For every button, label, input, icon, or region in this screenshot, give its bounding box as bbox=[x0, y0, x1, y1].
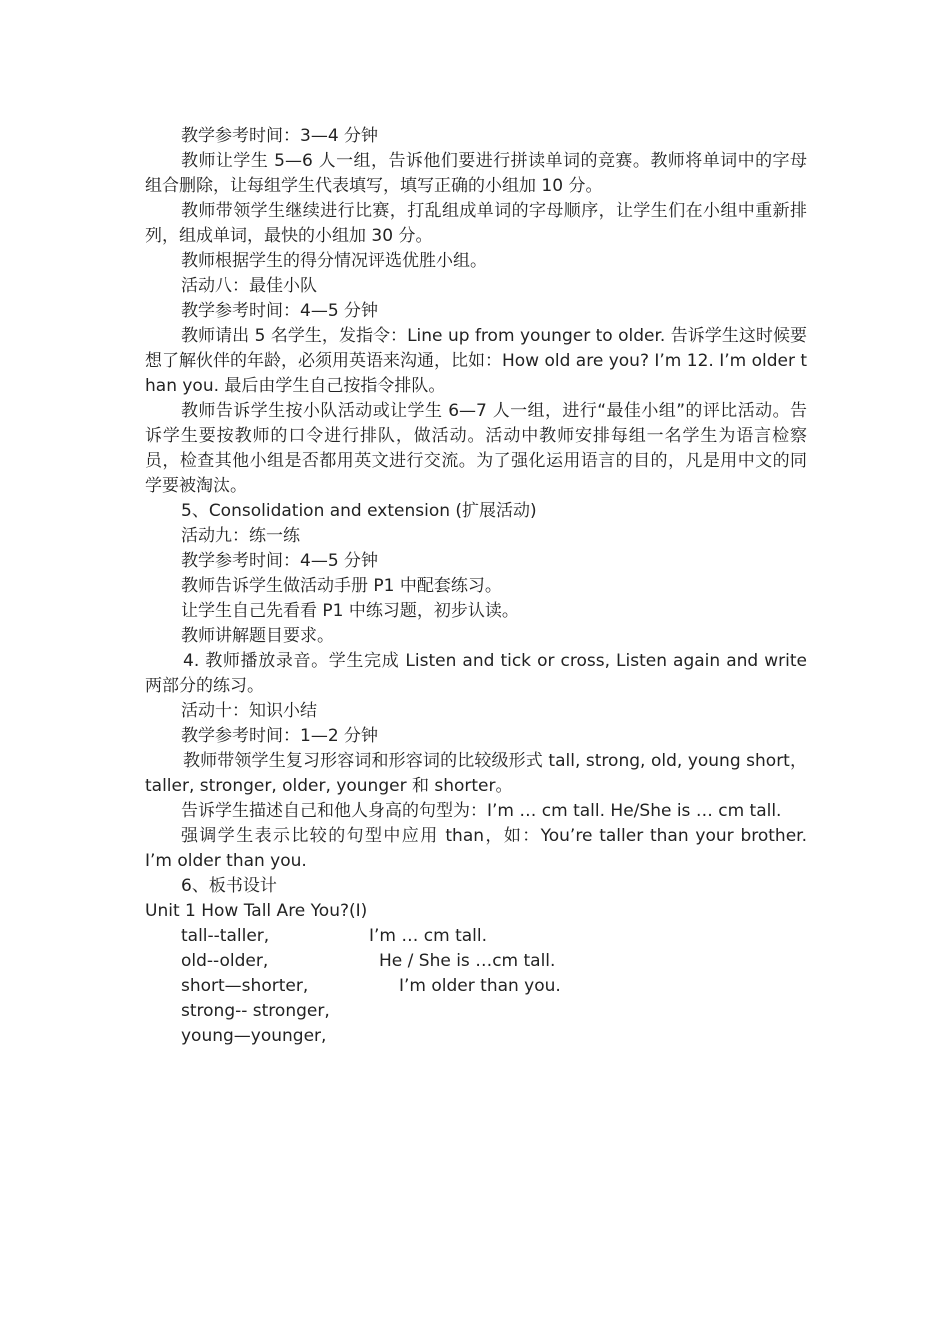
section-heading: 5、Consolidation and extension (扩展活动) bbox=[181, 501, 537, 521]
board-row bbox=[145, 999, 807, 1024]
paragraph: 教学参考时间：3—4 分钟 bbox=[181, 126, 379, 146]
document-body bbox=[145, 124, 807, 1049]
paragraph: 教师根据学生的得分情况评选优胜小组。 bbox=[181, 251, 487, 271]
activity-heading: 活动八：最佳小队 bbox=[181, 276, 317, 296]
board-row-right: I’m … cm tall. bbox=[369, 926, 488, 946]
paragraph: 让学生自己先看看 P1 中练习题，初步认读。 bbox=[181, 601, 519, 621]
paragraph: 告诉学生描述自己和他人身高的句型为：I’m … cm tall. He/She is … cm tall. bbox=[181, 801, 782, 821]
board-row-left: tall--taller, bbox=[181, 926, 270, 946]
board-title: Unit 1 How Tall Are You?(I) bbox=[145, 901, 368, 921]
activity-heading: 活动十：知识小结 bbox=[181, 701, 317, 721]
paragraph: 4. 教师播放录音。学生完成 Listen and tick or cross, Listen again and write 两部分的练习。 bbox=[145, 651, 807, 696]
activity-heading: 活动九：练一练 bbox=[181, 526, 300, 546]
paragraph: 教学参考时间：4—5 分钟 bbox=[181, 551, 379, 571]
paragraph: 教师带领学生继续进行比赛，打乱组成单词的字母顺序，让学生们在小组中重新排列，组成单词，最快的小组加 30 分。 bbox=[145, 201, 807, 246]
board-row bbox=[145, 924, 807, 949]
paragraph: 教学参考时间：1—2 分钟 bbox=[181, 726, 379, 746]
paragraph: 教师请出 5 名学生，发指令：Line up from younger to older. 告诉学生这时候要想了解伙伴的年龄，必须用英语来沟通，比如：How old are you? I’m 12. I’m older than you. 最后由学生自己按指令排队。 bbox=[145, 326, 808, 396]
board-row-right: He / She is …cm tall. bbox=[379, 951, 556, 971]
board-row-right: I’m older than you. bbox=[399, 976, 561, 996]
section-heading: 6、板书设计 bbox=[181, 876, 277, 896]
board-row-left: old--older, bbox=[181, 951, 269, 971]
paragraph: 教师讲解题目要求。 bbox=[181, 626, 334, 646]
paragraph: 教学参考时间：4—5 分钟 bbox=[181, 301, 379, 321]
board-row bbox=[145, 949, 807, 974]
board-row bbox=[145, 1024, 807, 1049]
paragraph: 教师带领学生复习形容词和形容词的比较级形式 tall, strong, old, young short，taller, stronger, older, younger 和 shorter。 bbox=[145, 751, 807, 796]
paragraph: 教师告诉学生按小队活动或让学生 6—7 人一组，进行“最佳小组”的评比活动。告诉学生要按教师的口令进行排队，做活动。活动中教师安排每组一名学生为语言检察员，检查其他小组是否都用英文进行交流。为了强化运用语言的目的，凡是用中文的同学要被淘汰。 bbox=[145, 401, 807, 496]
board-row-left: short—shorter, bbox=[181, 976, 309, 996]
board-row-left: young—younger, bbox=[181, 1026, 327, 1046]
paragraph: 教师告诉学生做活动手册 P1 中配套练习。 bbox=[181, 576, 502, 596]
paragraph: 教师让学生 5—6 人一组，告诉他们要进行拼读单词的竞赛。教师将单词中的字母组合删除，让每组学生代表填写，填写正确的小组加 10 分。 bbox=[145, 151, 807, 196]
board-row-left: strong-- stronger, bbox=[181, 1001, 330, 1021]
paragraph: 强调学生表示比较的句型中应用 than，如：You’re taller than your brother. I’m older than you. bbox=[145, 826, 807, 871]
board-row bbox=[145, 974, 807, 999]
